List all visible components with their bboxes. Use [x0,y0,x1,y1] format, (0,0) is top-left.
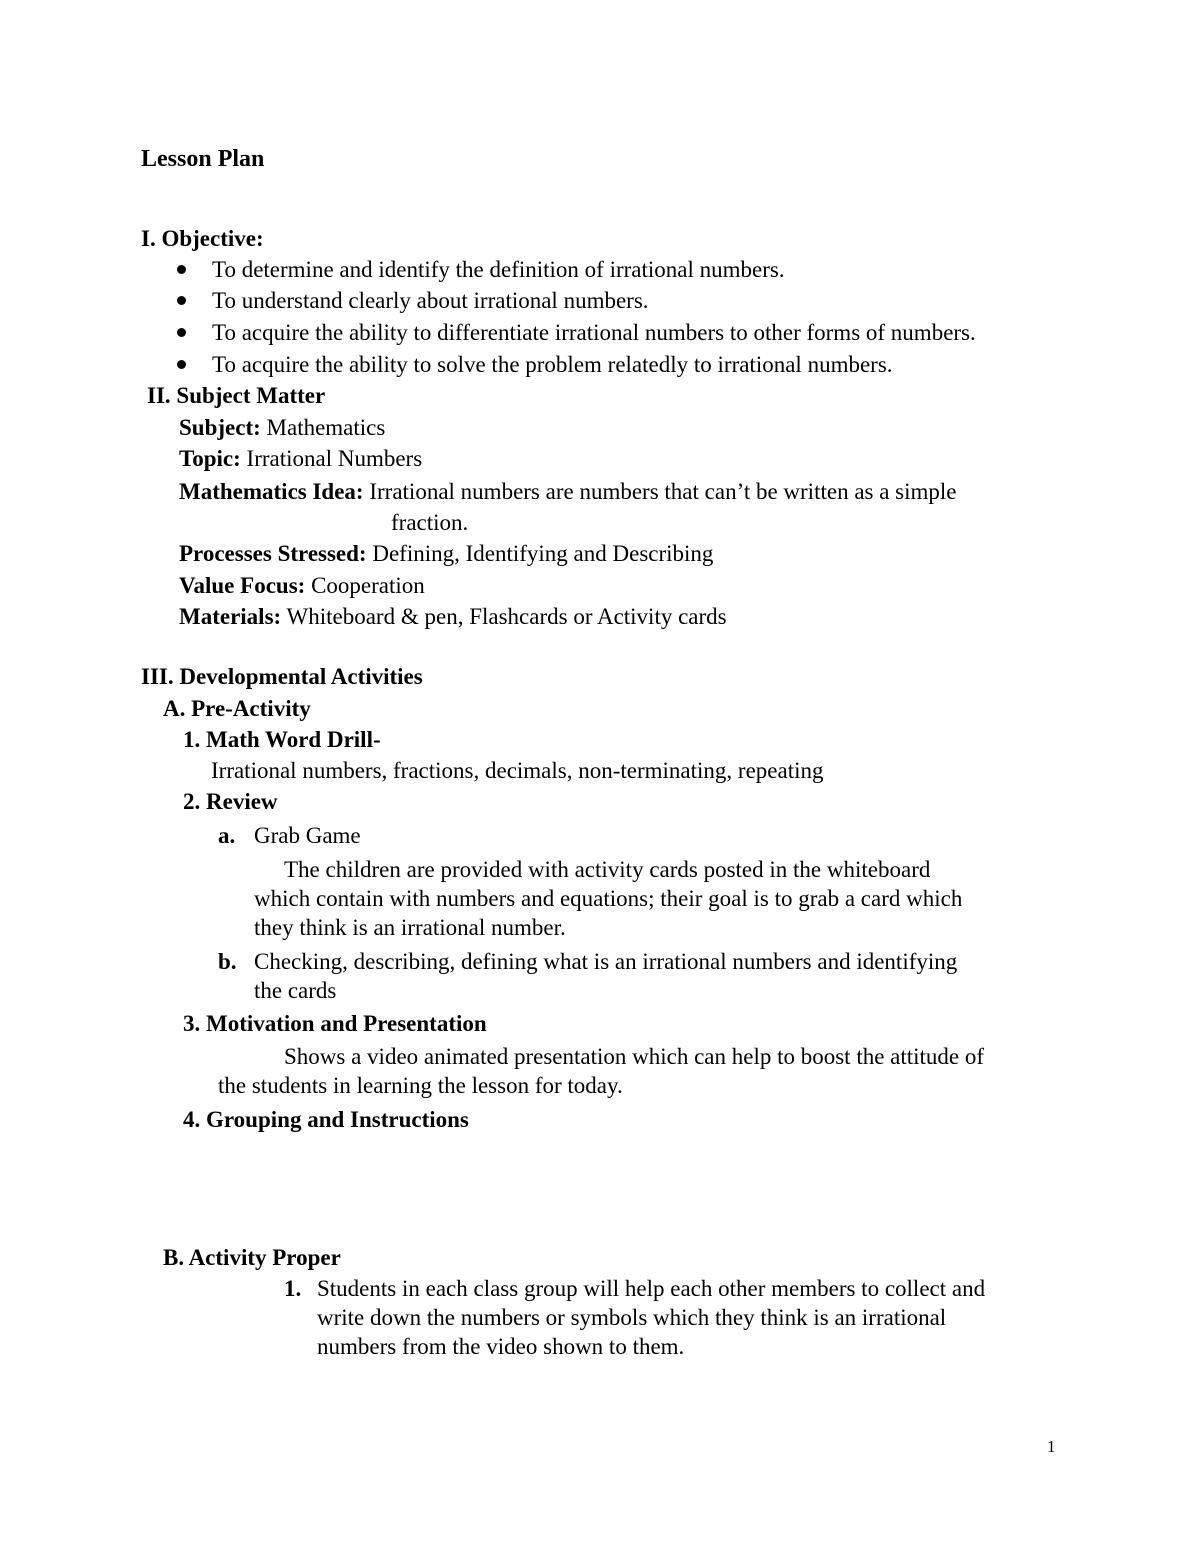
subject-label: Subject: [179,415,261,440]
activity-proper-item-text: Students in each class group will help each other members to collect and [317,1276,986,1301]
review-b-text: Checking, describing, defining what is an irrational numbers and identifying [254,949,958,974]
objective-heading: I. Objective: [141,226,264,251]
motivation-text: Shows a video animated presentation which can help to boost the attitude of [284,1044,985,1069]
math-idea-value-cont: fraction. [391,510,469,535]
processes-row [179,542,713,565]
page-title: Lesson Plan [141,146,265,172]
materials-value: Whiteboard & pen, Flashcards or Activity cards [286,604,727,629]
subject-value: Mathematics [266,415,386,440]
grouping-heading: 4. Grouping and Instructions [183,1107,469,1132]
subject-row [179,416,385,439]
activity-proper-item-text: write down the numbers or symbols which they think is an irrational [317,1305,947,1330]
math-idea-label: Mathematics Idea: [179,479,364,504]
objective-item: To acquire the ability to solve the problem relatedly to irrational numbers. [212,352,893,377]
bullet-icon [177,265,186,274]
activity-proper-item-marker: 1. [284,1276,302,1301]
objective-item: To determine and identify the definition of irrational numbers. [212,257,785,282]
processes-label: Processes Stressed: [179,541,367,566]
topic-row [179,447,422,470]
review-a-title: Grab Game [254,823,361,848]
materials-row [179,605,727,628]
processes-value: Defining, Identifying and Describing [372,541,714,566]
value-focus-label: Value Focus: [179,573,306,598]
activity-proper-heading: B. Activity Proper [163,1245,341,1270]
topic-label: Topic: [179,446,241,471]
developmental-heading: III. Developmental Activities [141,664,423,689]
value-focus-row [179,574,425,597]
review-a-desc: The children are provided with activity cards posted in the whiteboard [284,857,931,882]
review-a-desc: which contain with numbers and equations; their goal is to grab a card which [254,886,963,911]
math-idea-value: Irrational numbers are numbers that can’t be written as a simple [369,479,957,504]
page-number: 1 [1047,1437,1056,1456]
motivation-heading: 3. Motivation and Presentation [183,1011,487,1036]
activity-proper-item-text: numbers from the video shown to them. [317,1334,685,1359]
review-heading: 2. Review [183,789,278,814]
pre-activity-heading: A. Pre-Activity [163,696,311,721]
review-b-text: the cards [254,978,337,1003]
subject-matter-heading: II. Subject Matter [147,383,326,408]
review-b-marker: b. [218,949,237,974]
math-idea-row [179,480,957,503]
materials-label: Materials: [179,604,282,629]
topic-value: Irrational Numbers [246,446,423,471]
bullet-icon [177,360,186,369]
math-word-drill-heading: 1. Math Word Drill- [183,727,381,752]
motivation-text: the students in learning the lesson for today. [218,1073,623,1098]
objective-item: To understand clearly about irrational numbers. [212,288,649,313]
bullet-icon [177,328,186,337]
review-a-marker: a. [218,823,236,848]
value-focus-value: Cooperation [311,573,425,598]
bullet-icon [177,296,186,305]
math-word-drill-words: Irrational numbers, fractions, decimals, non-terminating, repeating [211,758,824,783]
review-a-desc: they think is an irrational number. [254,915,566,940]
objective-item: To acquire the ability to differentiate irrational numbers to other forms of numbers. [212,320,976,345]
